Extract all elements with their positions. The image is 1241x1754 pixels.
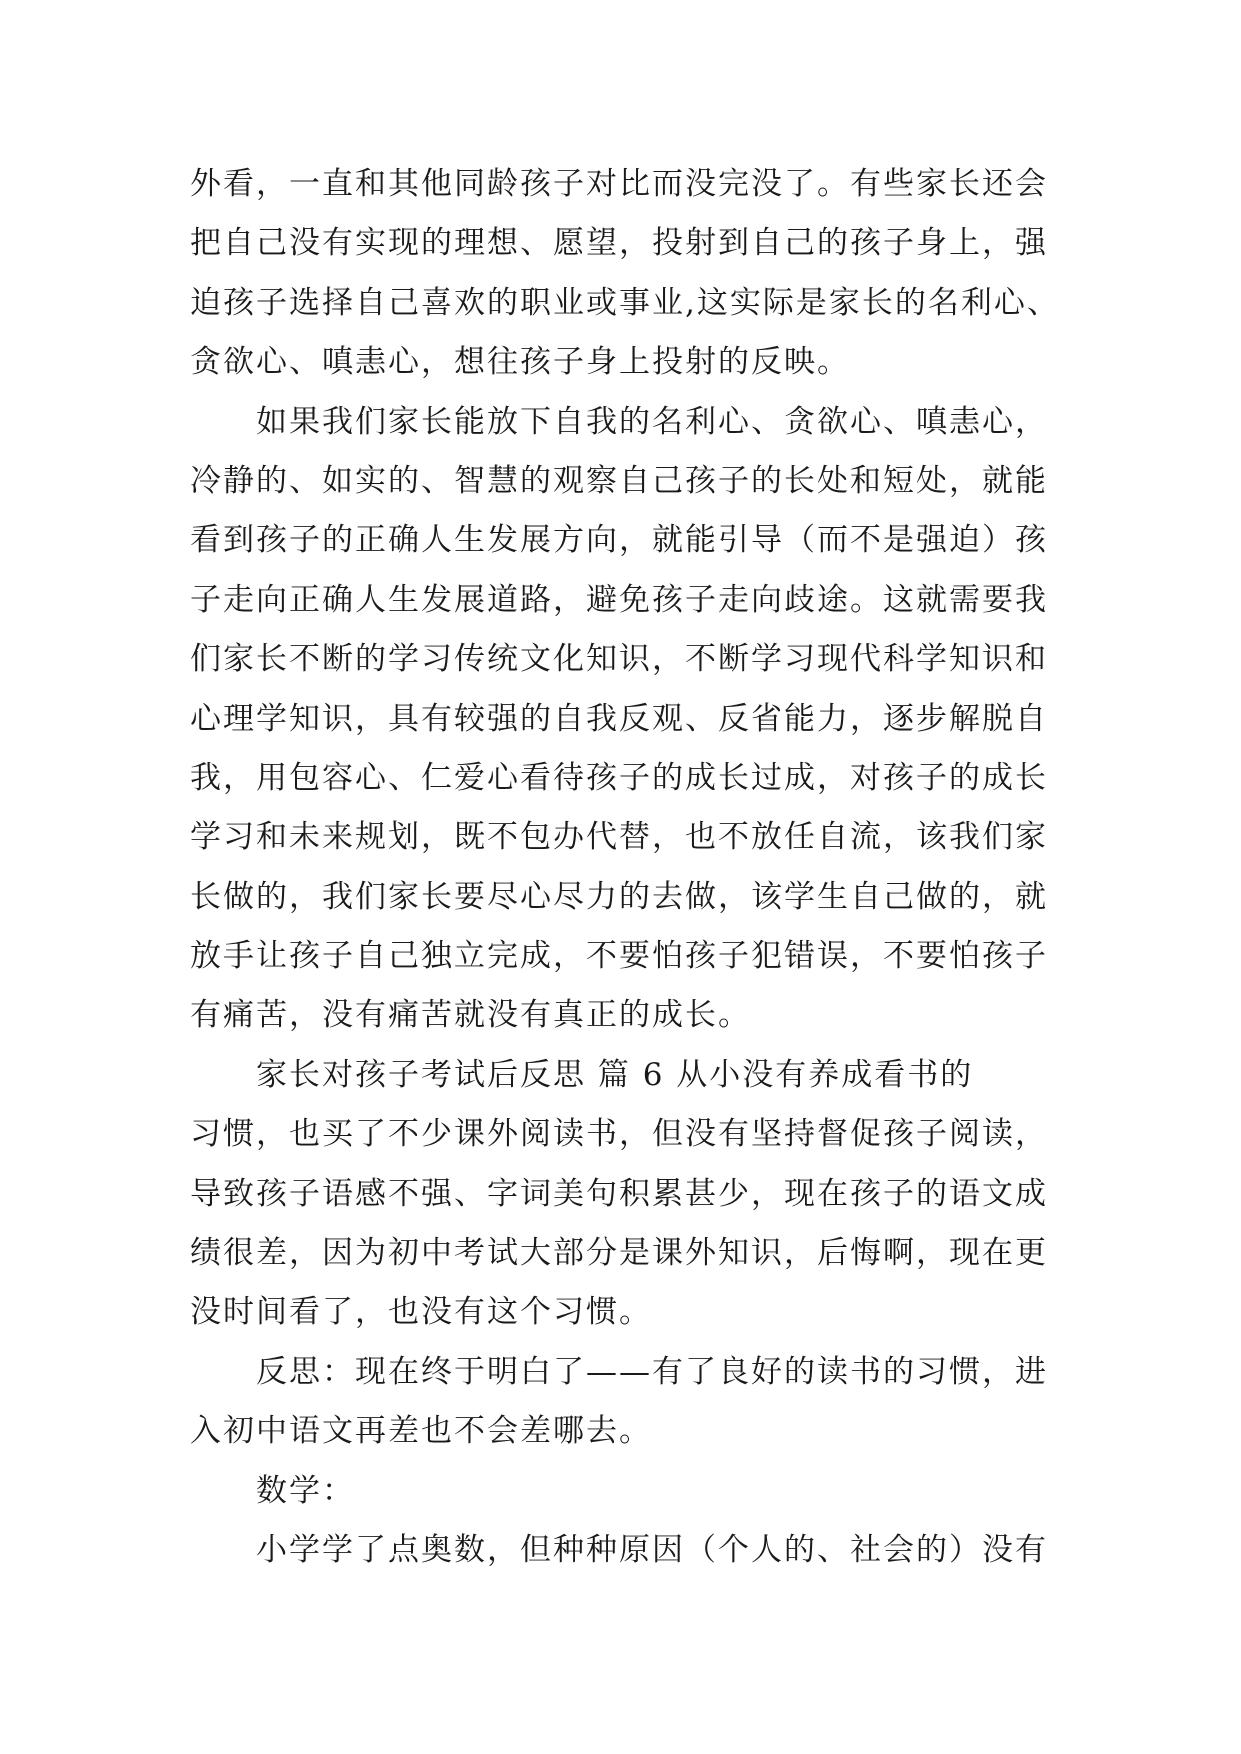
text-line: 们家长不断的学习传统文化知识，不断学习现代科学知识和 [190,641,1048,678]
text-line: 家长对孩子考试后反思 篇 6 从小没有养成看书的 [256,1056,974,1093]
text-line: 没时间看了，也没有这个习惯。 [190,1294,652,1331]
text-line: 有痛苦，没有痛苦就没有真正的成长。 [190,997,751,1034]
text-line: 导致孩子语感不强、字词美句积累甚少，现在孩子的语文成 [190,1175,1048,1212]
text-line: 贪欲心、嗔恚心，想往孩子身上投射的反映。 [190,344,850,381]
text-line: 看到孩子的正确人生发展方向，就能引导（而不是强迫）孩 [190,522,1048,559]
text-line: 绩很差，因为初中考试大部分是课外知识，后悔啊，现在更 [190,1235,1048,1272]
text-line: 入初中语文再差也不会差哪去。 [190,1413,652,1450]
text-line: 放手让孩子自己独立完成，不要怕孩子犯错误，不要怕孩子 [190,938,1048,975]
text-line: 习惯，也买了不少课外阅读书，但没有坚持督促孩子阅读， [190,1116,1048,1153]
text-line: 外看，一直和其他同龄孩子对比而没完没了。有些家长还会 [190,166,1048,202]
text-line: 小学学了点奥数，但种种原因（个人的、社会的）没有 [256,1531,1048,1568]
text-line: 反思：现在终于明白了——有了良好的读书的习惯，进 [256,1353,1048,1390]
text-line: 学习和未来规划，既不包办代替，也不放任自流，该我们家 [190,819,1048,856]
body-text [190,155,1090,1580]
text-line: 长做的，我们家长要尽心尽力的去做，该学生自己做的，就 [190,878,1048,915]
text-line: 数学： [256,1472,355,1509]
text-line: 如果我们家长能放下自我的名利心、贪欲心、嗔恚心， [256,403,1048,440]
text-line: 子走向正确人生发展道路，避免孩子走向歧途。这就需要我 [190,581,1048,618]
text-line: 心理学知识，具有较强的自我反观、反省能力，逐步解脱自 [190,700,1048,737]
text-line: 把自己没有实现的理想、愿望，投射到自己的孩子身上，强 [190,225,1048,262]
text-line: 我，用包容心、仁爱心看待孩子的成长过成，对孩子的成长 [190,759,1048,796]
text-line: 迫孩子选择自己喜欢的职业或事业,这实际是家长的名利心、 [190,284,1060,321]
text-line: 冷静的、如实的、智慧的观察自己孩子的长处和短处，就能 [190,462,1048,499]
